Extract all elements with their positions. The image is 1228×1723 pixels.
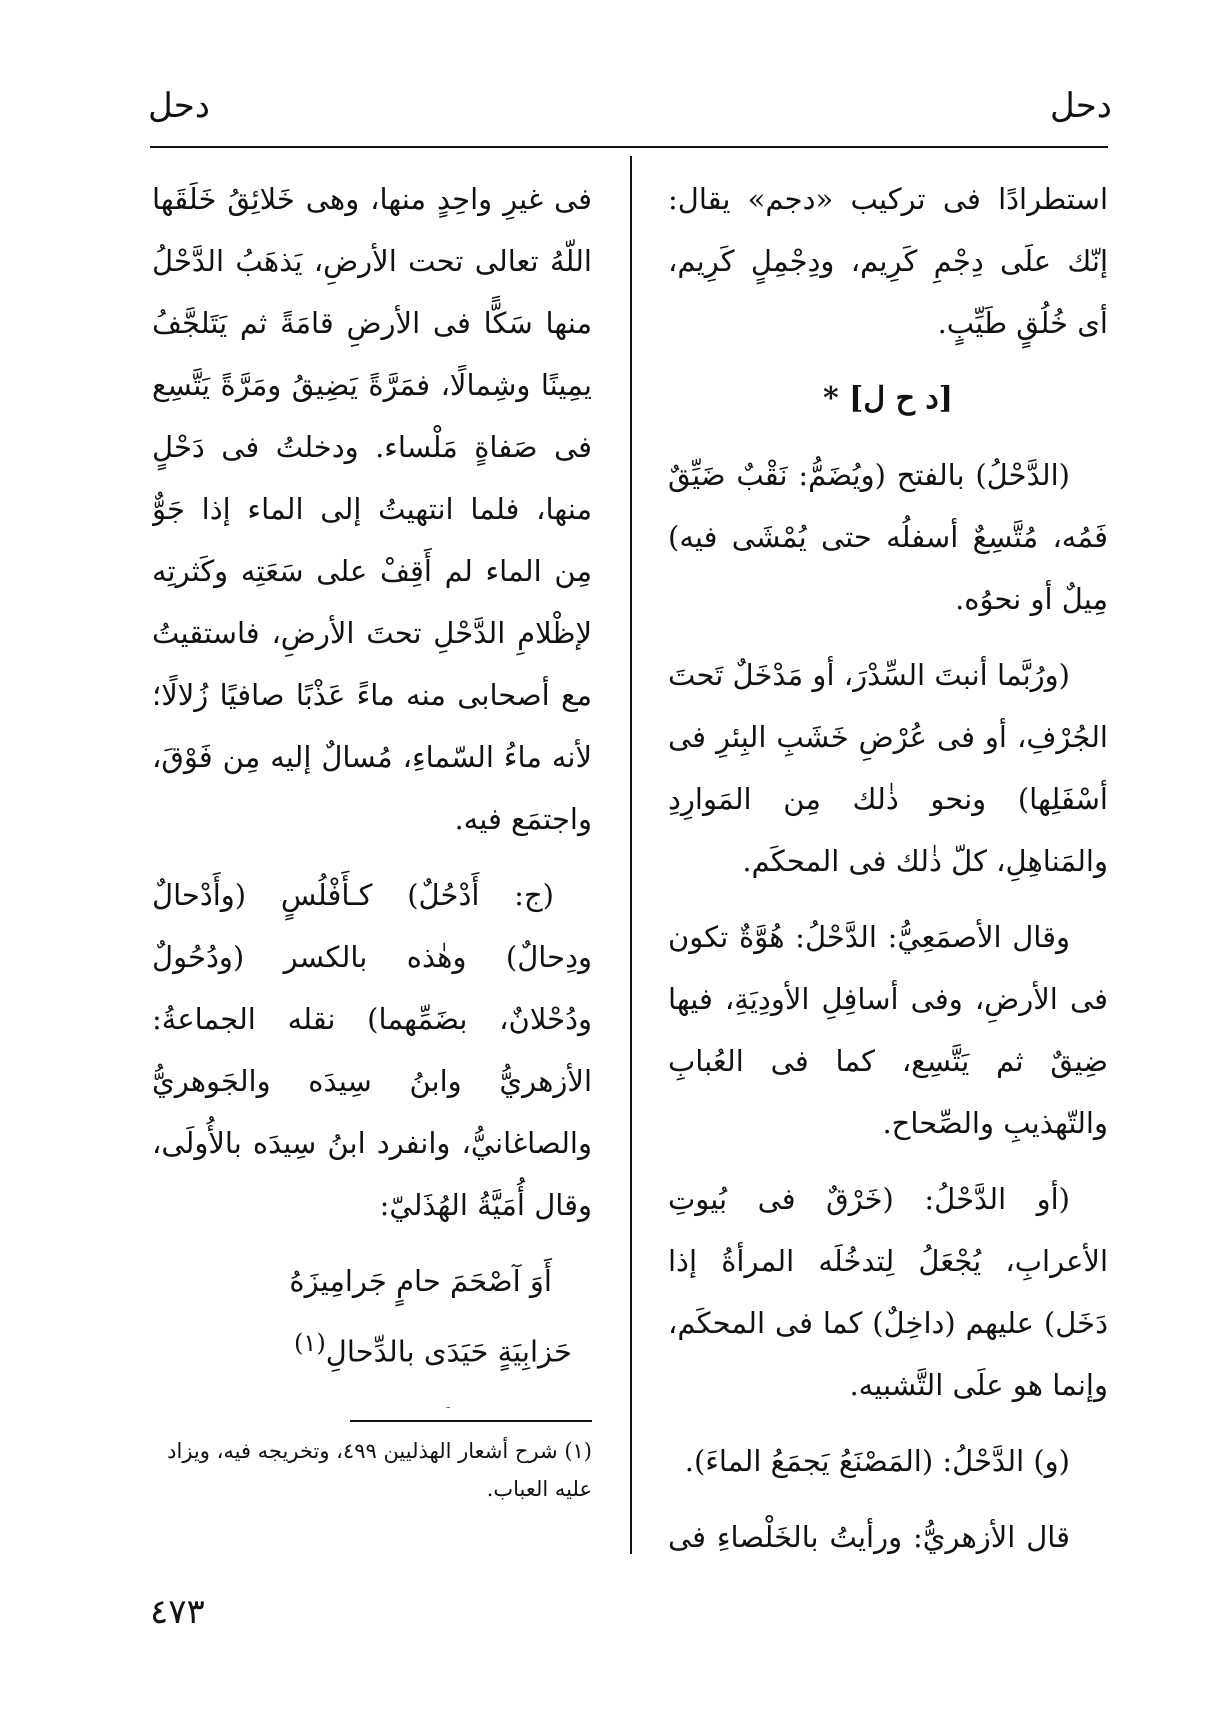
paragraph: (ورُبَّما أنبتَ السِّدْرَ، أو مَدْخَلٌ تَحتَ الجُرْفِ، أو فى عُرْضِ خَشَبِ البِئرِ فى أسْفَلِها) ونحو ذٰلك مِن المَوارِدِ والمَناهِلِ، كلّ ذٰلك فى المحكَم. xyxy=(668,658,1108,878)
paragraph: (أو الدَّحْلُ: (خَرْقٌ فى بُيوتِ الأعرابِ، يُجْعَلُ لِتدخُلَه المرأةُ إذا دَخَل) عليهم (داخِلٌ) كما فى المحكَم، وإنما هو علَى التَّشبيه. xyxy=(668,1182,1108,1402)
right-column xyxy=(668,168,1108,1568)
footnote-text: شرح أشعار الهذليين ٤٩٩، وتخريجه فيه، ويزاد عليه العباب. xyxy=(167,1439,592,1501)
verse-line xyxy=(152,1312,592,1383)
page-number: ٤٧٣ xyxy=(150,1592,205,1632)
paragraph: فى غيرِ واحِدٍ منها، وهى خَلائِقُ خَلَقَها اللّهُ تعالى تحت الأرضِ، يَذهَبُ الدَّحْلُ منها سَكًّا فى الأرضِ قامَةً ثم يَتَلجَّفُ يمِينًا وشِمالًا، فمَرَّةً يَضِيقُ ومَرَّةً يَتَّسِع فى صَفاةٍ مَلْساء. ودخلتُ فى دَحْلٍ منها، فلما انتهيتُ إلى الماء إذا جَوٌّ مِن الماء لم أَقِفْ على سَعَتِه وكَثرتِه لإظْلامِ الدَّحْلِ تحتَ الأرضِ، فاستقيتُ مع أصحابى منه ماءً عَذْبًا صافيًا زُلالًا؛ لأنه ماءُ السّماءِ، مُسالٌ إليه مِن فَوْقَ، واجتمَع فيه. xyxy=(152,182,592,836)
footnote xyxy=(152,1432,592,1508)
paragraph: وقال الأصمَعِيُّ: الدَّحْلُ: هُوَّةٌ تكون فى الأرضِ، وفى أسافِلِ الأودِيَةِ، فيها ضِيقٌ ثم يَتَّسِع، كما فى العُبابِ والتّهذيبِ والصِّحاح. xyxy=(668,920,1108,1140)
paragraph: استطرادًا فى تركيب «دجم» يقال: إنّك علَى دِجْمِ كَرِيم، ودِجْمِلٍ كَرِيم، أى خُلُقٍ طَيِّبٍ. xyxy=(668,182,1108,340)
paragraph: (و) الدَّحْلُ: (المَصْنَعُ يَجمَعُ الماءَ). xyxy=(684,1444,1070,1478)
footnote-number: (١) xyxy=(564,1439,592,1463)
column-separator xyxy=(630,156,632,1554)
paragraph: قال الأزهريُّ: ورأيتُ بالخَلْصاءِ فى xyxy=(668,1520,1070,1554)
header-rule xyxy=(150,146,1108,148)
paragraph: (الدَّحْلُ) بالفتح (ويُضَمُّ: نَقْبٌ ضَيِّقٌ فَمُه، مُتَّسِعٌ أسفلُه حتى يُمْشَى فيه) مِيلٌ أو نحوُه. xyxy=(668,458,1108,616)
paragraph xyxy=(152,1393,592,1408)
verse-line: أَوَ آصْحَمَ حامٍ جَرامِيزَهُ xyxy=(289,1264,552,1298)
verse-text: حَزابِيَةٍ حَيَدَى بالدِّحالِ xyxy=(325,1334,572,1369)
entry-heading: [د ح ل] * xyxy=(823,381,953,416)
running-head-left: دحل xyxy=(148,86,210,126)
footnote-rule xyxy=(350,1420,592,1422)
footnote-marker: (١) xyxy=(293,1329,326,1357)
paragraph: (ج: أَدْحُلٌ) كـأَفْلُسٍ (وأَدْحالٌ ودِحالٌ) وهٰذه بالكسر (ودُحُولٌ ودُحْلانٌ، بضَمِّهما) نقله الجماعةُ: الأزهريُّ وابنُ سِيدَه والجَوهريُّ والصاغانيُّ، وانفرد ابنُ سِيدَه بالأُولَى، وقال أُمَيَّةُ الهُذَليّ: xyxy=(152,878,592,1222)
running-head-right: دحل xyxy=(1050,86,1112,126)
left-column xyxy=(152,168,592,1408)
